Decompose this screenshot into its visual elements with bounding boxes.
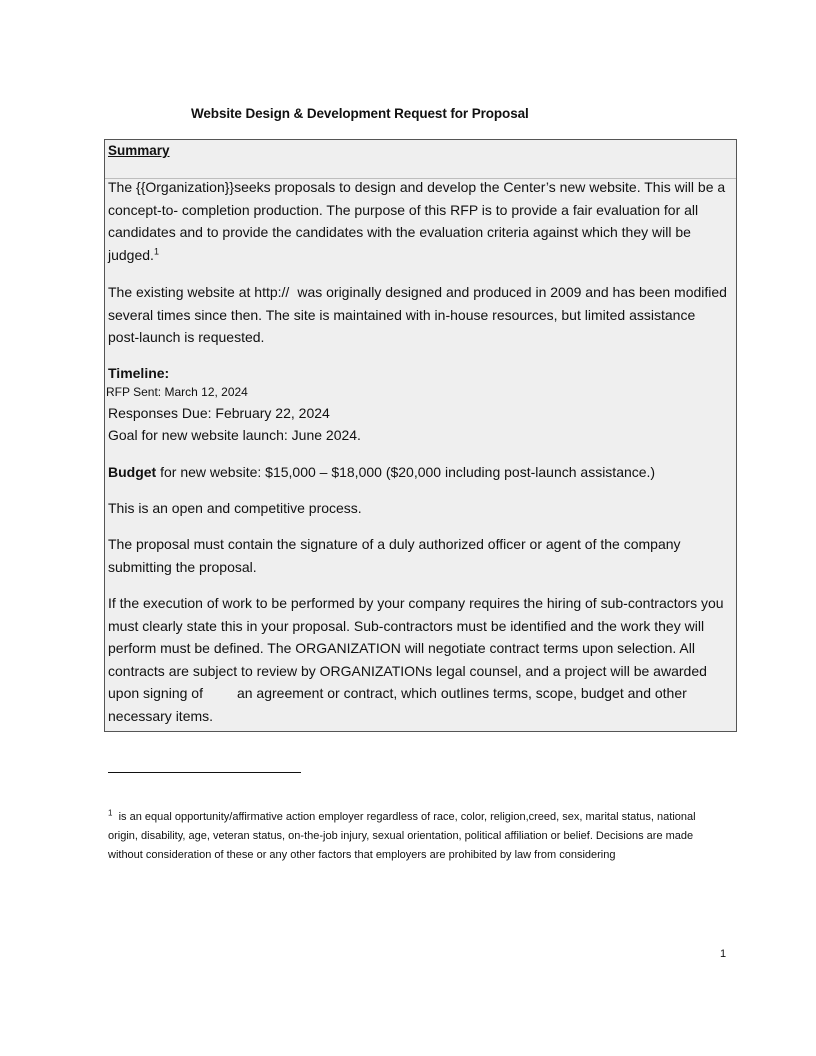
timeline-responses-due: Responses Due: February 22, 2024	[108, 405, 330, 421]
page-number: 1	[720, 948, 727, 960]
subcontractors-text-end: an agreement or contract, which outlines terms, scope, budget and other necessary items.	[108, 685, 687, 724]
summary-paragraph-2	[108, 281, 730, 349]
footnote-separator	[108, 772, 301, 773]
timeline-heading: Timeline:	[108, 365, 170, 381]
timeline-goal: Goal for new website launch: June 2024.	[108, 427, 361, 443]
budget-text: for new website: $15,000 – $18,000 ($20,000 including post-launch assistance.)	[156, 464, 656, 480]
budget-label: Budget	[108, 464, 157, 480]
footnote-reference[interactable]: 1	[153, 245, 159, 256]
signature-paragraph: The proposal must contain the signature of a duly authorized officer or agent of the company submitting the proposal.	[108, 536, 681, 575]
budget-paragraph	[108, 461, 730, 484]
summary-paragraph-1-text: The {{Organization}}seeks proposals to design and develop the Center’s new website. This will be a concept-to- completion production. The purpose of this RFP is to provide a fair evaluation for all candidates and to provide the candidates with the evaluation criteria against which they will be judged.	[108, 179, 726, 263]
summary-paragraph-1	[108, 176, 730, 266]
existing-website-text-end: was originally designed and produced in 2009 and has been modified several times since then. The site is maintained with in-house resources, but limited assistance post-launch is requested.	[108, 284, 727, 345]
document-title: Website Design & Development Request for Proposal	[191, 106, 529, 121]
existing-website-text-start: The existing website at http://	[108, 284, 290, 300]
summary-heading: Summary	[108, 143, 170, 158]
timeline-rfp-sent: RFP Sent: March 12, 2024	[106, 385, 248, 399]
subcontractors-paragraph	[108, 592, 732, 727]
footnote	[108, 808, 728, 865]
open-process-paragraph: This is an open and competitive process.	[108, 500, 362, 516]
footnote-text: is an equal opportunity/affirmative action employer regardless of race, color, religion,creed, sex, marital status, national origin, disability, age, veteran status, on-the-job injury, sexual orientation, political affiliation or belief. Decisions are made without consideration of these or any other factors that employers are prohibited by law from considering	[108, 811, 696, 861]
subcontractors-text-start: If the execution of work to be performed by your company requires the hiring of sub-contractors you must clearly state this in your proposal. Sub-contractors must be identified and the work they will perform must be defined. The ORGANIZATION will negotiate contract terms upon selection. All contracts are subject to review by ORGANIZATIONs legal counsel, and a project will be awarded upon signing of	[108, 595, 724, 701]
footnote-mark: 1	[108, 808, 113, 818]
